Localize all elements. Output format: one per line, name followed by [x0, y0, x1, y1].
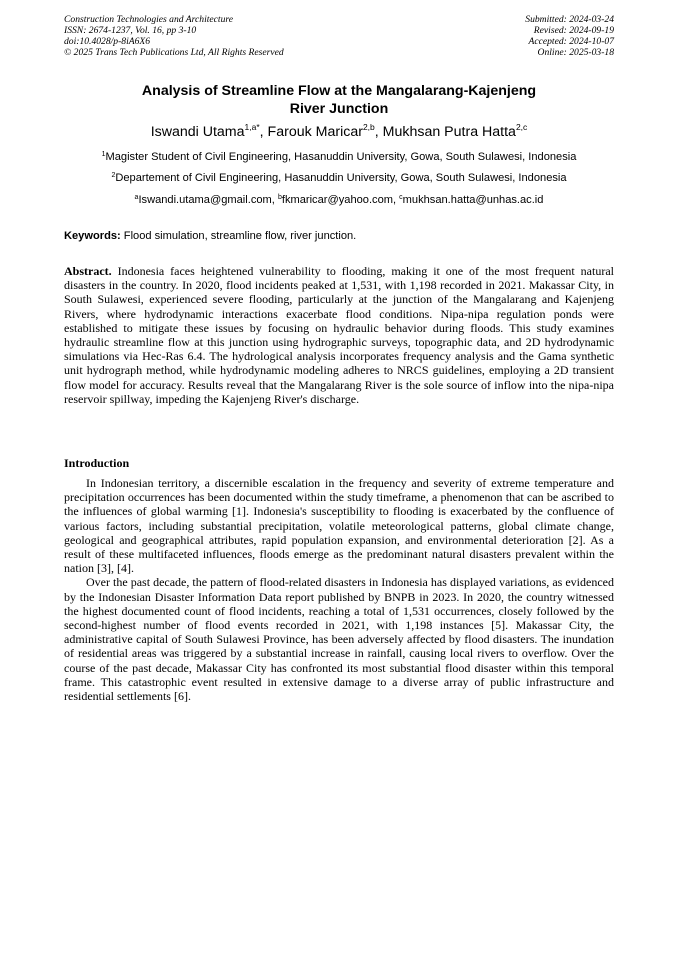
- author-sup: 2,b: [362, 122, 375, 132]
- keywords-text: Flood simulation, streamline flow, river junction.: [120, 230, 357, 242]
- author-name: Mukhsan Putra Hatta: [382, 124, 516, 140]
- section-heading-introduction: Introduction: [64, 456, 130, 470]
- intro-paragraph-1: In Indonesian territory, a discernible escalation in the frequency and severity of extreme temperature and precipitation occurrences has been documented within the study timeframe, a phenomenon that can be ascribed to the influences of global warming [1]. Indonesia's susceptibility to flooding is exacerbated by the confluence of various factors, including substantial precipitation, volatile meteorological patterns, global climate change, geological and geographical attributes, rapid population expansion, and environmental deterioration [2]. As a result of these multifaceted influences, floods emerge as the predominant natural disasters prevalent within the nation [3], [4].: [64, 476, 614, 576]
- intro-paragraph-2: Over the past decade, the pattern of flood-related disasters in Indonesia has displayed variations, as evidenced by the Indonesian Disaster Information Data report published by BNPB in 2023. In 2020, the country witnessed the highest documented count of flood incidents, reaching a total of 1,531 occurrences, closely followed by the second-highest number of flood events recorded in 2021, with 1,198 instances [5]. Makassar City, the administrative capital of South Sulawesi Province, has been adversely affected by flood disasters. The inundation of residential areas was triggered by a substantial increase in rainfall, causing local rivers to overflow. Over the course of the past decade, Makassar City has confronted its most substantial flood disaster within this temporal frame. This catastrophic event resulted in extensive damage to a diverse array of public infrastructure and residential settlements [6].: [64, 575, 614, 704]
- date-submitted: Submitted: 2024-03-24: [525, 14, 614, 25]
- journal-info: [64, 15, 284, 59]
- email-address[interactable]: mukhsan.hatta@unhas.ac.id: [402, 194, 544, 206]
- abstract-label: Abstract.: [64, 264, 112, 278]
- journal-name: Construction Technologies and Architecture: [64, 14, 234, 25]
- author-emails: [40, 193, 638, 207]
- email-sup: a: [134, 194, 139, 201]
- journal-issn: ISSN: 2674-1237, Vol. 16, pp 3-10: [64, 24, 197, 36]
- keywords: [64, 229, 614, 243]
- date-revised: Revised: 2024-09-19: [533, 24, 614, 36]
- publication-dates: [525, 15, 614, 59]
- introduction-body: [64, 476, 614, 703]
- email-separator: ,: [271, 194, 278, 206]
- email-address[interactable]: Iswandi.utama@gmail.com: [138, 194, 272, 206]
- affiliation-text: Departement of Civil Engineering, Hasanuddin University, Gowa, South Sulawesi, Indonesia: [115, 172, 567, 184]
- journal-copyright: © 2025 Trans Tech Publications Ltd, All Rights Reserved: [64, 46, 284, 58]
- title-line-2: River Junction: [289, 101, 389, 117]
- keywords-label: Keywords:: [64, 230, 121, 242]
- affiliation-2: [40, 171, 638, 185]
- abstract-text: Indonesia faces heightened vulnerability to flooding, making it one of the most frequent natural disasters in the country. In 2020, flood incidents peaked at 1,531, with 1,198 recorded in 2021. Makassar City, in South Sulawesi, experienced severe flooding, particularly at the junction of the Mangalarang and Kajenjeng Rivers, where hydrodynamic interactions exacerbate flood conditions. Nipa-nipa regulation ponds were established to mitigate these issues by focusing on hydraulic behavior during floods. This study examines hydraulic streamline flow at this junction using hydrographic surveys, topographic data, and 2D hydrodynamic simulations via Hec-Ras 6.4. The hydrological analysis incorporates frequency analysis and the Gama synthetic unit hydrograph method, while hydrodynamic modeling adheres to NRCS guidelines, employing a 2D transient flow model for accuracy. Results reveal that the Mangalarang River is the sole source of inflow into the nipa-nipa reservoir spillway, impeding the Kajenjeng River's discharge.: [64, 264, 614, 406]
- author-list: [64, 123, 614, 141]
- email-address[interactable]: fkmaricar@yahoo.com: [281, 194, 393, 206]
- title-line-1: Analysis of Streamline Flow at the Mangalarang-Kajenjeng: [141, 83, 537, 99]
- author-separator: ,: [259, 124, 268, 140]
- author-sup: 2,c: [515, 122, 528, 132]
- paper-title: [64, 82, 614, 118]
- email-sup: c: [399, 194, 403, 201]
- abstract: [64, 264, 614, 406]
- affiliation-text: Magister Student of Civil Engineering, Hasanuddin University, Gowa, South Sulawesi, Indonesia: [105, 151, 577, 163]
- author-name: Iswandi Utama: [150, 124, 245, 140]
- journal-doi: doi:10.4028/p-8iA6X6: [64, 35, 151, 47]
- email-sup: b: [277, 194, 282, 201]
- abstract-paragraph: [64, 264, 614, 406]
- affiliation-sup: 2: [111, 172, 116, 179]
- affiliation-sup: 1: [101, 151, 106, 158]
- author-separator: ,: [374, 124, 383, 140]
- date-online: Online: 2025-03-18: [537, 46, 614, 58]
- email-separator: ,: [393, 194, 400, 206]
- author-name: Farouk Maricar: [267, 124, 363, 140]
- date-accepted: Accepted: 2024-10-07: [528, 35, 614, 47]
- affiliation-1: [40, 150, 638, 164]
- author-sup: 1,a*: [244, 122, 260, 132]
